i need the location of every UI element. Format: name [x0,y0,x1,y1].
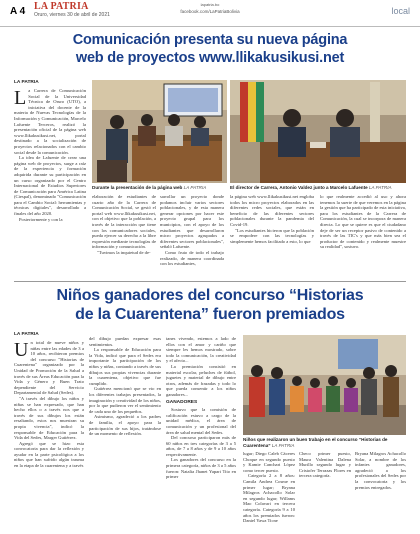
article2-headline [14,286,406,324]
article2-caption-text: Niños que realizaron un buen trabajo en el concurso “Historias de Cuarentena” [243,437,388,448]
article2-column-6 [355,451,406,530]
article2-caption [243,437,406,448]
article1-col3-p2: Como fruto de todo el trabajo realizado, de manera coordinada con los estudiantes, [160,249,224,267]
section-label: local [391,6,410,16]
article1-column-1 [14,88,86,276]
winners-photo-graphic [243,335,406,435]
article1-col1-p2: La idea de Lafuente de crear una página web de proyectos, surge a raíz de la experiencia y formación adquirida durante su participación en un curso organizado por el Centro Internacional de Estudios Superiores de Comunicación para América Latina (Ciespal), denominado "Comunicación para el Cambio Social: herramientas y técnicas digitales", desarrollado a finales del año 2020. [14,155,86,217]
article2-col4-text: lugar; Diego Caleb Cáceres Choque en segundo puesto y Kamie Canchari López como tercer puesto. [243,451,295,473]
article2-col3-p5: Los ganadores del concurso en la primera categoría, niños de 3 a 5 años fueron: Natalia Jhanet Yapari Tito en primer [166,457,236,480]
director-photo-graphic [230,80,406,183]
article1-column-4 [230,194,314,278]
article2-caption-credit: LA PATRIA [271,442,295,448]
article2-col1-p2: "A través del dibujo los niños y niñas se han expresado, que han hecho ellos o a través nos que a través de sus dibujos los están resaltando, estos nos muestran su propia vivencia", indicó la responsable de Educación para la Vida del Sedes, Marger Gutiérrez. [14,395,84,441]
article2-source: LA PATRIA [14,332,39,337]
caption-right-text: El director de Carrera, Antonio Valdez junto a Marcelo Lafuente [230,185,368,190]
facebook-link[interactable]: facebook.com/LaPatriaBolivia [180,9,240,14]
website-link[interactable]: lapatria.bo [200,2,220,7]
article2-col1-p3: Agregó que se hizo esta convocatoria para dar la reflexión y ayudar en la parte psicológica a los niños que han sufrido algún trauma en la etapa de la cuarentena y a través [14,440,84,469]
article1-col2-text: elaboración de estudiantes de cuarto año de la Carrera de Comunicación Social, se gestó el portal web www.llikakusikusi.net, con el objetivo que la población, a través de la interacción que tiene con los comunicadores sociales, pueda ejercer su derecho a la libre expresión mediante tecnologías de información y comunicación. [92,194,156,250]
article1-col1-p3: Posteriormente y con la [19,216,63,222]
article1-col3-text: sarrollar un proyecto donde podamos incluir varios sectores poblacionales, y de esta manera generar opciones por hacer este proyecto grupal para los municipios, con el apoyo de los estudiantes que desarrollaron micro proyectos agrupados a diferentes sectores poblacionales", señaló Lafuente. [160,194,224,250]
presentation-photo-graphic [92,80,227,183]
article2-column-3 [166,336,236,530]
article2-col3-text: tanes vivendo, estemos a lado de ellos con el amor y cariño que siempre les hemos mostrado, sobre todo la comunicación, la creatividad y el afecto... [166,336,236,364]
article1-column-2 [92,194,156,278]
article1-source: LA PATRIA [14,80,39,85]
article2-headline-line1: Niños ganadores del concurso “Historias [56,287,364,304]
article2-col3-p4: Del concurso participaron más de 60 niños en tres categorías de 3 a 5 años, de 7 a 8 años y de 9 a 10 años respectivamente. [166,435,236,457]
article2-column-2 [89,336,161,530]
article2-column-1 [14,340,84,530]
article1-photo-presentation [92,80,227,183]
article1-col2-quote: "Tuvimos la inquietud de de- [97,249,151,255]
article1-column-5 [320,194,406,278]
caption-left-credit: LA PATRIA [183,185,207,190]
caption-right-credit: LA PATRIA [368,185,392,190]
article2-col5-text: Checo primer puesto, Maura Valentina Dalena Murillo segundo lugar y Cristofer Terrazas Flores en tercera categoría. [299,451,351,479]
article1-col1-p1: a Carrera de Comunicación Social de la Universidad Técnica de Oruro (UTO), a iniciativa del docente de la materia de Nuevas Tecnologías de la Información y Comunicación, Marcelo Lafuente Terceros, realizó la presentación oficial de la página web www.llikakusikusi.net, portal destinado a la socialización de proyectos relacionados con el cambio social desde la comunicación. [14,88,86,155]
article2-column-4 [243,451,295,530]
article2-col4-p2: Categoría 2 a 8 años: Camila Andrea Cosme en primer lugar; Bryana Milagros Achacollo Solar en segundo lugar; Willams Mao Colavari en tercera categoría. Categoría 9 a 10 años los premiados fueron: Daniel Yawa Ticne [243,473,295,524]
article2-col2-p4: Asimismo, agradeció a los padres de familia, el apoyo para la participación de sus hijos, tratándose de un momento de reflexión. [89,414,161,437]
article2-photo-winners [243,335,406,435]
page-header [0,0,420,27]
article1-headline-line1: Comunicación presenta su nueva página [72,32,348,48]
article2-col3-p2: La premiación consistió en material escolar, peluches de fútbol, juguetes y material de dibujo entre otros, además de frazadas y todo lo que pueda consentir a los niños ganadores... [166,363,236,397]
article2-col2-p2: La responsable de Educación para la Vida, indicó que para el Sedes era importante la participación de los niños y niñas, contando a través de sus dibujos sus propias vivencias durante la cuarentena, objetivo que fue cumplido. [89,347,161,386]
article2-col3-p3: Sostuvo que la comisión de calificación estuvo a cargo de la unidad médica, el área de comunicación y un profesional del área de salud mental del Sedes. [166,407,236,435]
page-number: A 4 [10,6,26,17]
article1-column-3 [160,194,224,278]
article1-headline [14,31,406,67]
article2-subhead: GANADORES [166,399,198,405]
article1-dropcap: L [14,88,27,109]
article2-col6-text: Bryana Milagros Achacollo Solar, a nombre de los infantes ganadores, agradeció a los profesionales del Sedes por la convocatoria y los premios entregados. [355,451,406,490]
newspaper-logo: LA PATRIA [34,1,89,12]
article1-caption-left [92,185,227,191]
caption-left-text: Durante la presentación de la página web [92,185,183,190]
article2-dropcap: U [14,340,29,361]
article1-caption-right [230,185,406,191]
article1-col5-text: lo que realmente accedió al uso y ahora tenemos la suerte de que veremos en la página la gestión que ha participado de esta iniciativa, para los estudiantes de la Carrera de Comunicación, la cual se incorpora de manera directa. Lo que se quiere es que el ciudadano deje de ser un receptor pasivo de contenido a través de las TIC's y que más bien sea el productor de contenido y realmente muestre su realidad", sostuvo. [320,194,406,250]
article2-col2-text: del dibujo puedan expresar esas sentimientos. [89,336,161,347]
article-divider [14,281,406,282]
article1-headline-line2: web de proyectos www.llikakusikusi.net [75,50,345,66]
article2-col2-p3: Gutiérrez mencionó que se vio en los diferentes trabajos presentados, la imaginación y creatividad de los niños, por lo que pudieron ver el sentimiento de cada uno de los pequeños. [89,386,161,414]
article1-photo-director [230,80,406,183]
article2-col1-p1: n total de nueve niños y niñas entre las edades de 3 a 10 años, recibieron premios del concurso "Historias de Cuarentena" organizado por la Unidad de Promoción de la Salud a través de sus Áreas Educación para la Vida y Género y Buen Trato dependiente del Servicio Departamental de Salud (Sedes). [14,340,84,396]
article2-headline-line2: de la Cuarentena” fueron premiados [75,306,345,323]
article1-col4-p2: "Los estudiantes hicieron que la población se empodere con las tecnologías y simplemente hemos facilitado a esto, lo que [230,227,314,244]
article1-col4-text: la página web www.llikakusikusi.net engloba todos los micro proyectos elaborados en las diferentes redes sociales, que están en beneficio de las diferentes sectores poblacionales durante la pandemia del Covid-19. [230,194,314,227]
article2-column-5 [299,451,351,530]
date-line: Oruro, viernes 30 de abril de 2021 [34,12,110,18]
